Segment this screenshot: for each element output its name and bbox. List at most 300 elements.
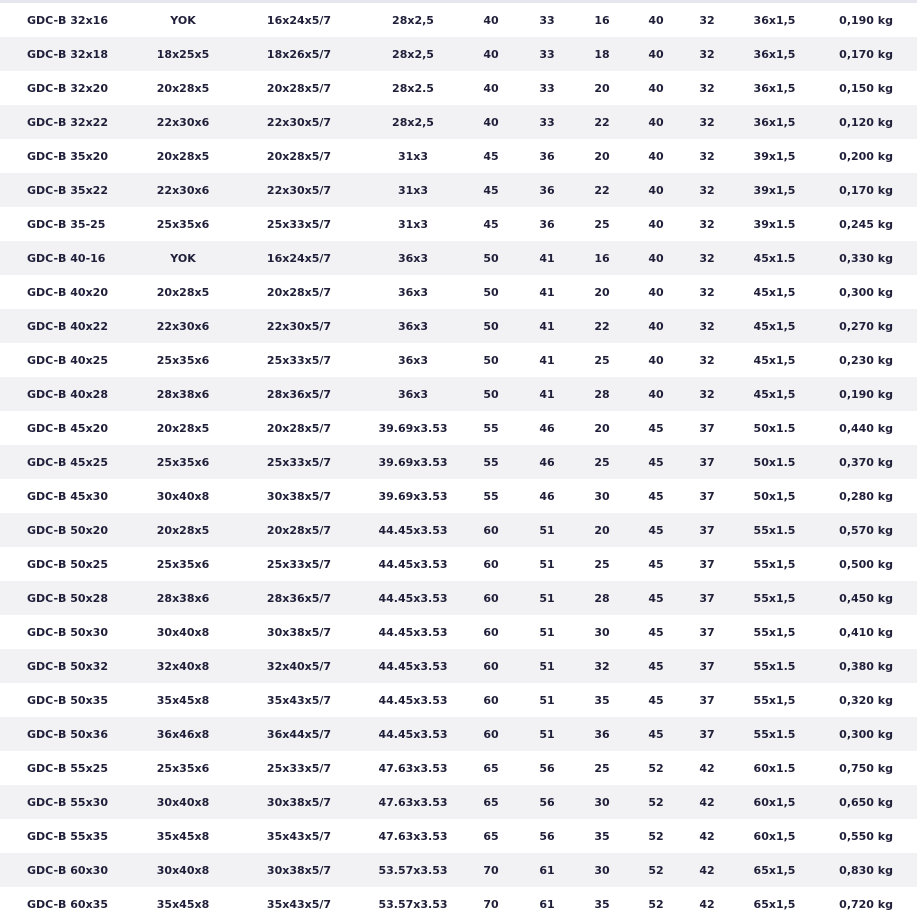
cell-dim-d3: 22: [594, 183, 610, 197]
cell-oring-size: 44.45x3.53: [378, 727, 448, 741]
cell-dim-l2: 32: [699, 319, 715, 333]
cell-dim-d1: 60: [483, 625, 499, 639]
cell-dim-d2: 33: [539, 115, 555, 129]
table-row: [0, 547, 917, 581]
cell-weight: 0,300 kg: [839, 727, 893, 741]
cell-dim-d1: 40: [483, 47, 499, 61]
cell-thread-size: 65x1,5: [753, 897, 796, 911]
cell-dim-d1: 55: [483, 455, 499, 469]
cell-dim-l1: 40: [648, 115, 664, 129]
cell-dim-d3: 35: [594, 693, 610, 707]
cell-seal-b: 30x38x5/7: [266, 795, 332, 809]
cell-weight: 0,380 kg: [839, 659, 893, 673]
cell-oring-size: 47.63x3.53: [378, 829, 448, 843]
cell-dim-l1: 45: [648, 659, 664, 673]
cell-dim-d1: 40: [483, 81, 499, 95]
cell-oring-size: 47.63x3.53: [378, 761, 448, 775]
cell-weight: 0,280 kg: [839, 489, 893, 503]
cell-oring-size: 47.63x3.53: [378, 795, 448, 809]
cell-dim-d3: 30: [594, 625, 610, 639]
cell-dim-l2: 37: [699, 489, 715, 503]
cell-oring-size: 36x3: [397, 387, 429, 401]
cell-product-code: GDC-B 35x20: [27, 149, 108, 163]
cell-oring-size: 44.45x3.53: [378, 557, 448, 571]
cell-dim-d2: 36: [539, 217, 555, 231]
cell-dim-d2: 46: [539, 455, 555, 469]
cell-seal-b: 20x28x5/7: [266, 285, 332, 299]
cell-oring-size: 28x2.5: [392, 81, 434, 95]
cell-dim-d3: 20: [594, 149, 610, 163]
cell-weight: 0,370 kg: [839, 455, 893, 469]
cell-dim-d2: 46: [539, 421, 555, 435]
cell-oring-size: 44.45x3.53: [378, 523, 448, 537]
cell-seal-a: 22x30x6: [156, 115, 210, 129]
table-row: [0, 343, 917, 377]
table-row: [0, 853, 917, 887]
cell-dim-l1: 52: [648, 829, 664, 843]
cell-dim-d1: 65: [483, 761, 499, 775]
cell-dim-d3: 25: [594, 217, 610, 231]
cell-dim-l2: 32: [699, 183, 715, 197]
cell-dim-d1: 65: [483, 829, 499, 843]
cell-dim-d3: 30: [594, 795, 610, 809]
cell-dim-l1: 45: [648, 557, 664, 571]
cell-dim-l2: 37: [699, 557, 715, 571]
cell-seal-a: 28x38x6: [156, 591, 210, 605]
cell-oring-size: 44.45x3.53: [378, 693, 448, 707]
cell-dim-d3: 20: [594, 81, 610, 95]
table-row: [0, 377, 917, 411]
cell-thread-size: 55x1,5: [753, 625, 796, 639]
cell-seal-b: 20x28x5/7: [266, 523, 332, 537]
table-row: [0, 445, 917, 479]
cell-dim-d2: 36: [539, 149, 555, 163]
cell-seal-a: 28x38x6: [156, 387, 210, 401]
cell-product-code: GDC-B 50x28: [27, 591, 108, 605]
cell-dim-d1: 50: [483, 353, 499, 367]
cell-seal-a: 20x28x5: [156, 285, 210, 299]
cell-dim-l2: 32: [699, 353, 715, 367]
cell-thread-size: 50x1,5: [753, 489, 796, 503]
cell-oring-size: 53.57x3.53: [378, 863, 448, 877]
cell-dim-d1: 55: [483, 489, 499, 503]
cell-seal-a: 25x35x6: [156, 217, 210, 231]
cell-dim-d3: 22: [594, 115, 610, 129]
cell-dim-l1: 45: [648, 523, 664, 537]
cell-weight: 0,650 kg: [839, 795, 893, 809]
cell-dim-d1: 60: [483, 591, 499, 605]
cell-dim-d3: 28: [594, 591, 610, 605]
cell-dim-d2: 33: [539, 13, 555, 27]
cell-dim-d3: 25: [594, 557, 610, 571]
product-spec-table: [0, 3, 917, 921]
cell-dim-d1: 50: [483, 387, 499, 401]
cell-dim-l2: 37: [699, 727, 715, 741]
cell-dim-d3: 20: [594, 421, 610, 435]
cell-dim-d3: 25: [594, 353, 610, 367]
cell-dim-d3: 36: [594, 727, 610, 741]
cell-dim-d1: 60: [483, 557, 499, 571]
cell-seal-b: 22x30x5/7: [266, 115, 332, 129]
cell-thread-size: 45x1,5: [753, 353, 796, 367]
cell-oring-size: 36x3: [397, 319, 429, 333]
table-row: [0, 3, 917, 37]
cell-seal-a: 25x35x6: [156, 761, 210, 775]
table-row: [0, 479, 917, 513]
table-row: [0, 751, 917, 785]
cell-oring-size: 53.57x3.53: [378, 897, 448, 911]
cell-thread-size: 60x1,5: [753, 795, 796, 809]
cell-oring-size: 39.69x3.53: [378, 421, 448, 435]
cell-dim-l2: 42: [699, 863, 715, 877]
cell-seal-b: 25x33x5/7: [266, 217, 332, 231]
cell-seal-a: YOK: [170, 13, 196, 27]
cell-dim-l2: 32: [699, 115, 715, 129]
cell-seal-a: 32x40x8: [156, 659, 210, 673]
table-row: [0, 241, 917, 275]
cell-weight: 0,170 kg: [839, 47, 893, 61]
cell-dim-l2: 42: [699, 897, 715, 911]
table-row: [0, 513, 917, 547]
cell-weight: 0,300 kg: [839, 285, 893, 299]
table-row: [0, 275, 917, 309]
table-row: [0, 71, 917, 105]
cell-oring-size: 44.45x3.53: [378, 659, 448, 673]
cell-oring-size: 28x2,5: [392, 13, 434, 27]
cell-weight: 0,720 kg: [839, 897, 893, 911]
cell-oring-size: 31x3: [397, 149, 429, 163]
cell-dim-d2: 61: [539, 897, 555, 911]
cell-dim-l2: 42: [699, 829, 715, 843]
cell-dim-d1: 60: [483, 523, 499, 537]
cell-oring-size: 36x3: [397, 285, 429, 299]
cell-product-code: GDC-B 32x16: [27, 13, 108, 27]
table-row: [0, 649, 917, 683]
cell-product-code: GDC-B 50x25: [27, 557, 108, 571]
cell-oring-size: 28x2,5: [392, 115, 434, 129]
cell-weight: 0,440 kg: [839, 421, 893, 435]
cell-oring-size: 36x3: [397, 353, 429, 367]
cell-oring-size: 36x3: [397, 251, 429, 265]
cell-thread-size: 36x1,5: [753, 81, 796, 95]
cell-product-code: GDC-B 60x30: [27, 863, 108, 877]
cell-seal-b: 25x33x5/7: [266, 455, 332, 469]
cell-dim-l2: 32: [699, 47, 715, 61]
cell-thread-size: 36x1,5: [753, 47, 796, 61]
cell-oring-size: 39.69x3.53: [378, 489, 448, 503]
cell-weight: 0,245 kg: [839, 217, 893, 231]
cell-dim-l1: 40: [648, 285, 664, 299]
cell-dim-l2: 37: [699, 625, 715, 639]
cell-product-code: GDC-B 40-16: [27, 251, 106, 265]
cell-seal-b: 16x24x5/7: [266, 13, 332, 27]
cell-weight: 0,120 kg: [839, 115, 893, 129]
cell-dim-d2: 51: [539, 625, 555, 639]
cell-dim-d2: 41: [539, 285, 555, 299]
cell-dim-d3: 22: [594, 319, 610, 333]
cell-thread-size: 55x1,5: [753, 591, 796, 605]
cell-dim-l2: 32: [699, 81, 715, 95]
cell-product-code: GDC-B 55x35: [27, 829, 108, 843]
cell-dim-d2: 51: [539, 659, 555, 673]
cell-dim-d3: 30: [594, 489, 610, 503]
cell-oring-size: 39.69x3.53: [378, 455, 448, 469]
cell-thread-size: 36x1,5: [753, 13, 796, 27]
cell-seal-b: 35x43x5/7: [266, 829, 332, 843]
cell-dim-d3: 35: [594, 829, 610, 843]
cell-dim-l2: 42: [699, 795, 715, 809]
cell-thread-size: 50x1.5: [753, 455, 796, 469]
cell-thread-size: 55x1.5: [753, 727, 796, 741]
table-row: [0, 581, 917, 615]
cell-dim-l1: 40: [648, 217, 664, 231]
cell-seal-a: 35x45x8: [156, 829, 210, 843]
cell-seal-a: 20x28x5: [156, 523, 210, 537]
table-row: [0, 819, 917, 853]
cell-seal-a: 35x45x8: [156, 693, 210, 707]
cell-thread-size: 50x1.5: [753, 421, 796, 435]
cell-dim-d1: 45: [483, 149, 499, 163]
cell-seal-a: 18x25x5: [156, 47, 210, 61]
cell-dim-d3: 25: [594, 761, 610, 775]
cell-dim-l1: 40: [648, 319, 664, 333]
cell-weight: 0,330 kg: [839, 251, 893, 265]
table-row: [0, 887, 917, 921]
cell-seal-a: 20x28x5: [156, 149, 210, 163]
cell-dim-l1: 45: [648, 455, 664, 469]
cell-dim-d2: 51: [539, 693, 555, 707]
cell-thread-size: 39x1,5: [753, 183, 796, 197]
cell-dim-d1: 40: [483, 115, 499, 129]
cell-dim-d1: 65: [483, 795, 499, 809]
cell-dim-l1: 45: [648, 591, 664, 605]
cell-dim-d2: 56: [539, 761, 555, 775]
cell-seal-b: 36x44x5/7: [266, 727, 332, 741]
cell-product-code: GDC-B 40x22: [27, 319, 108, 333]
cell-dim-d3: 18: [594, 47, 610, 61]
cell-dim-d2: 51: [539, 557, 555, 571]
cell-dim-d2: 41: [539, 251, 555, 265]
cell-oring-size: 44.45x3.53: [378, 591, 448, 605]
cell-thread-size: 55x1,5: [753, 557, 796, 571]
table-row: [0, 309, 917, 343]
cell-seal-b: 22x30x5/7: [266, 183, 332, 197]
cell-seal-b: 30x38x5/7: [266, 863, 332, 877]
cell-seal-a: 30x40x8: [156, 489, 210, 503]
cell-dim-d2: 56: [539, 795, 555, 809]
cell-thread-size: 55x1.5: [753, 659, 796, 673]
cell-seal-a: 30x40x8: [156, 863, 210, 877]
cell-dim-l2: 37: [699, 523, 715, 537]
cell-seal-a: YOK: [170, 251, 196, 265]
cell-seal-b: 20x28x5/7: [266, 81, 332, 95]
cell-seal-a: 30x40x8: [156, 795, 210, 809]
cell-weight: 0,150 kg: [839, 81, 893, 95]
cell-dim-d3: 28: [594, 387, 610, 401]
cell-dim-d3: 20: [594, 523, 610, 537]
cell-dim-d2: 51: [539, 523, 555, 537]
cell-seal-a: 30x40x8: [156, 625, 210, 639]
cell-thread-size: 60x1.5: [753, 761, 796, 775]
cell-seal-a: 25x35x6: [156, 353, 210, 367]
cell-weight: 0,170 kg: [839, 183, 893, 197]
cell-dim-l1: 45: [648, 625, 664, 639]
cell-product-code: GDC-B 40x20: [27, 285, 108, 299]
table-row: [0, 615, 917, 649]
cell-dim-d2: 46: [539, 489, 555, 503]
cell-oring-size: 31x3: [397, 183, 429, 197]
cell-dim-d2: 51: [539, 591, 555, 605]
cell-dim-l1: 40: [648, 251, 664, 265]
cell-product-code: GDC-B 60x35: [27, 897, 108, 911]
cell-dim-l1: 52: [648, 795, 664, 809]
cell-dim-l2: 37: [699, 591, 715, 605]
cell-oring-size: 28x2,5: [392, 47, 434, 61]
table-row: [0, 37, 917, 71]
cell-dim-d1: 50: [483, 285, 499, 299]
cell-thread-size: 45x1,5: [753, 387, 796, 401]
table-row: [0, 105, 917, 139]
cell-dim-l1: 40: [648, 13, 664, 27]
cell-dim-d3: 35: [594, 897, 610, 911]
cell-thread-size: 39x1.5: [753, 217, 796, 231]
cell-dim-d3: 16: [594, 251, 610, 265]
cell-weight: 0,190 kg: [839, 13, 893, 27]
cell-seal-b: 22x30x5/7: [266, 319, 332, 333]
cell-thread-size: 55x1.5: [753, 523, 796, 537]
cell-product-code: GDC-B 32x22: [27, 115, 108, 129]
cell-product-code: GDC-B 55x30: [27, 795, 108, 809]
table-row: [0, 785, 917, 819]
cell-dim-d1: 60: [483, 693, 499, 707]
cell-dim-l1: 40: [648, 183, 664, 197]
cell-product-code: GDC-B 40x25: [27, 353, 108, 367]
cell-oring-size: 31x3: [397, 217, 429, 231]
cell-dim-d3: 16: [594, 13, 610, 27]
cell-seal-b: 20x28x5/7: [266, 421, 332, 435]
cell-dim-l2: 32: [699, 285, 715, 299]
cell-product-code: GDC-B 45x25: [27, 455, 108, 469]
cell-dim-l1: 45: [648, 489, 664, 503]
cell-product-code: GDC-B 35-25: [27, 217, 106, 231]
cell-dim-d1: 40: [483, 13, 499, 27]
cell-dim-d2: 41: [539, 387, 555, 401]
cell-seal-b: 25x33x5/7: [266, 557, 332, 571]
table-row: [0, 683, 917, 717]
cell-seal-b: 25x33x5/7: [266, 761, 332, 775]
cell-thread-size: 45x1,5: [753, 319, 796, 333]
cell-dim-l1: 45: [648, 693, 664, 707]
cell-weight: 0,570 kg: [839, 523, 893, 537]
cell-thread-size: 45x1.5: [753, 251, 796, 265]
cell-weight: 0,500 kg: [839, 557, 893, 571]
cell-seal-a: 36x46x8: [156, 727, 210, 741]
cell-weight: 0,230 kg: [839, 353, 893, 367]
cell-weight: 0,450 kg: [839, 591, 893, 605]
cell-dim-d1: 45: [483, 217, 499, 231]
cell-seal-b: 30x38x5/7: [266, 625, 332, 639]
cell-seal-b: 16x24x5/7: [266, 251, 332, 265]
cell-thread-size: 36x1,5: [753, 115, 796, 129]
cell-dim-l1: 52: [648, 863, 664, 877]
cell-seal-b: 20x28x5/7: [266, 149, 332, 163]
cell-dim-d3: 32: [594, 659, 610, 673]
cell-product-code: GDC-B 35x22: [27, 183, 108, 197]
cell-weight: 0,550 kg: [839, 829, 893, 843]
cell-seal-b: 30x38x5/7: [266, 489, 332, 503]
cell-oring-size: 44.45x3.53: [378, 625, 448, 639]
cell-dim-d2: 41: [539, 353, 555, 367]
cell-thread-size: 55x1,5: [753, 693, 796, 707]
cell-dim-d2: 36: [539, 183, 555, 197]
cell-thread-size: 45x1,5: [753, 285, 796, 299]
cell-product-code: GDC-B 40x28: [27, 387, 108, 401]
cell-product-code: GDC-B 50x20: [27, 523, 108, 537]
cell-dim-d2: 33: [539, 47, 555, 61]
cell-seal-a: 25x35x6: [156, 455, 210, 469]
cell-dim-d2: 61: [539, 863, 555, 877]
cell-dim-l1: 40: [648, 47, 664, 61]
cell-dim-l2: 32: [699, 217, 715, 231]
cell-thread-size: 65x1,5: [753, 863, 796, 877]
cell-product-code: GDC-B 50x36: [27, 727, 108, 741]
cell-seal-b: 28x36x5/7: [266, 591, 332, 605]
cell-seal-a: 20x28x5: [156, 421, 210, 435]
cell-dim-d3: 25: [594, 455, 610, 469]
cell-dim-l2: 37: [699, 421, 715, 435]
cell-dim-l1: 40: [648, 149, 664, 163]
cell-dim-l1: 40: [648, 387, 664, 401]
cell-dim-l2: 32: [699, 13, 715, 27]
table-body: [0, 3, 917, 921]
cell-product-code: GDC-B 32x20: [27, 81, 108, 95]
table-row: [0, 411, 917, 445]
cell-dim-l2: 37: [699, 659, 715, 673]
cell-dim-l2: 37: [699, 693, 715, 707]
cell-seal-a: 22x30x6: [156, 319, 210, 333]
cell-dim-d3: 30: [594, 863, 610, 877]
cell-dim-l2: 32: [699, 251, 715, 265]
cell-seal-a: 35x45x8: [156, 897, 210, 911]
cell-thread-size: 39x1,5: [753, 149, 796, 163]
cell-weight: 0,190 kg: [839, 387, 893, 401]
cell-seal-b: 32x40x5/7: [266, 659, 332, 673]
cell-dim-d1: 45: [483, 183, 499, 197]
cell-product-code: GDC-B 50x32: [27, 659, 108, 673]
cell-weight: 0,270 kg: [839, 319, 893, 333]
cell-seal-a: 25x35x6: [156, 557, 210, 571]
cell-weight: 0,830 kg: [839, 863, 893, 877]
cell-dim-d2: 41: [539, 319, 555, 333]
cell-weight: 0,410 kg: [839, 625, 893, 639]
cell-dim-l2: 37: [699, 455, 715, 469]
cell-dim-d1: 60: [483, 727, 499, 741]
cell-product-code: GDC-B 45x20: [27, 421, 108, 435]
cell-dim-d3: 20: [594, 285, 610, 299]
cell-thread-size: 60x1,5: [753, 829, 796, 843]
table-row: [0, 717, 917, 751]
cell-seal-b: 25x33x5/7: [266, 353, 332, 367]
cell-dim-d2: 51: [539, 727, 555, 741]
cell-product-code: GDC-B 50x30: [27, 625, 108, 639]
table-row: [0, 173, 917, 207]
cell-seal-b: 28x36x5/7: [266, 387, 332, 401]
cell-dim-l2: 32: [699, 149, 715, 163]
cell-weight: 0,320 kg: [839, 693, 893, 707]
cell-dim-l1: 40: [648, 81, 664, 95]
cell-dim-l1: 45: [648, 727, 664, 741]
cell-dim-l1: 40: [648, 353, 664, 367]
